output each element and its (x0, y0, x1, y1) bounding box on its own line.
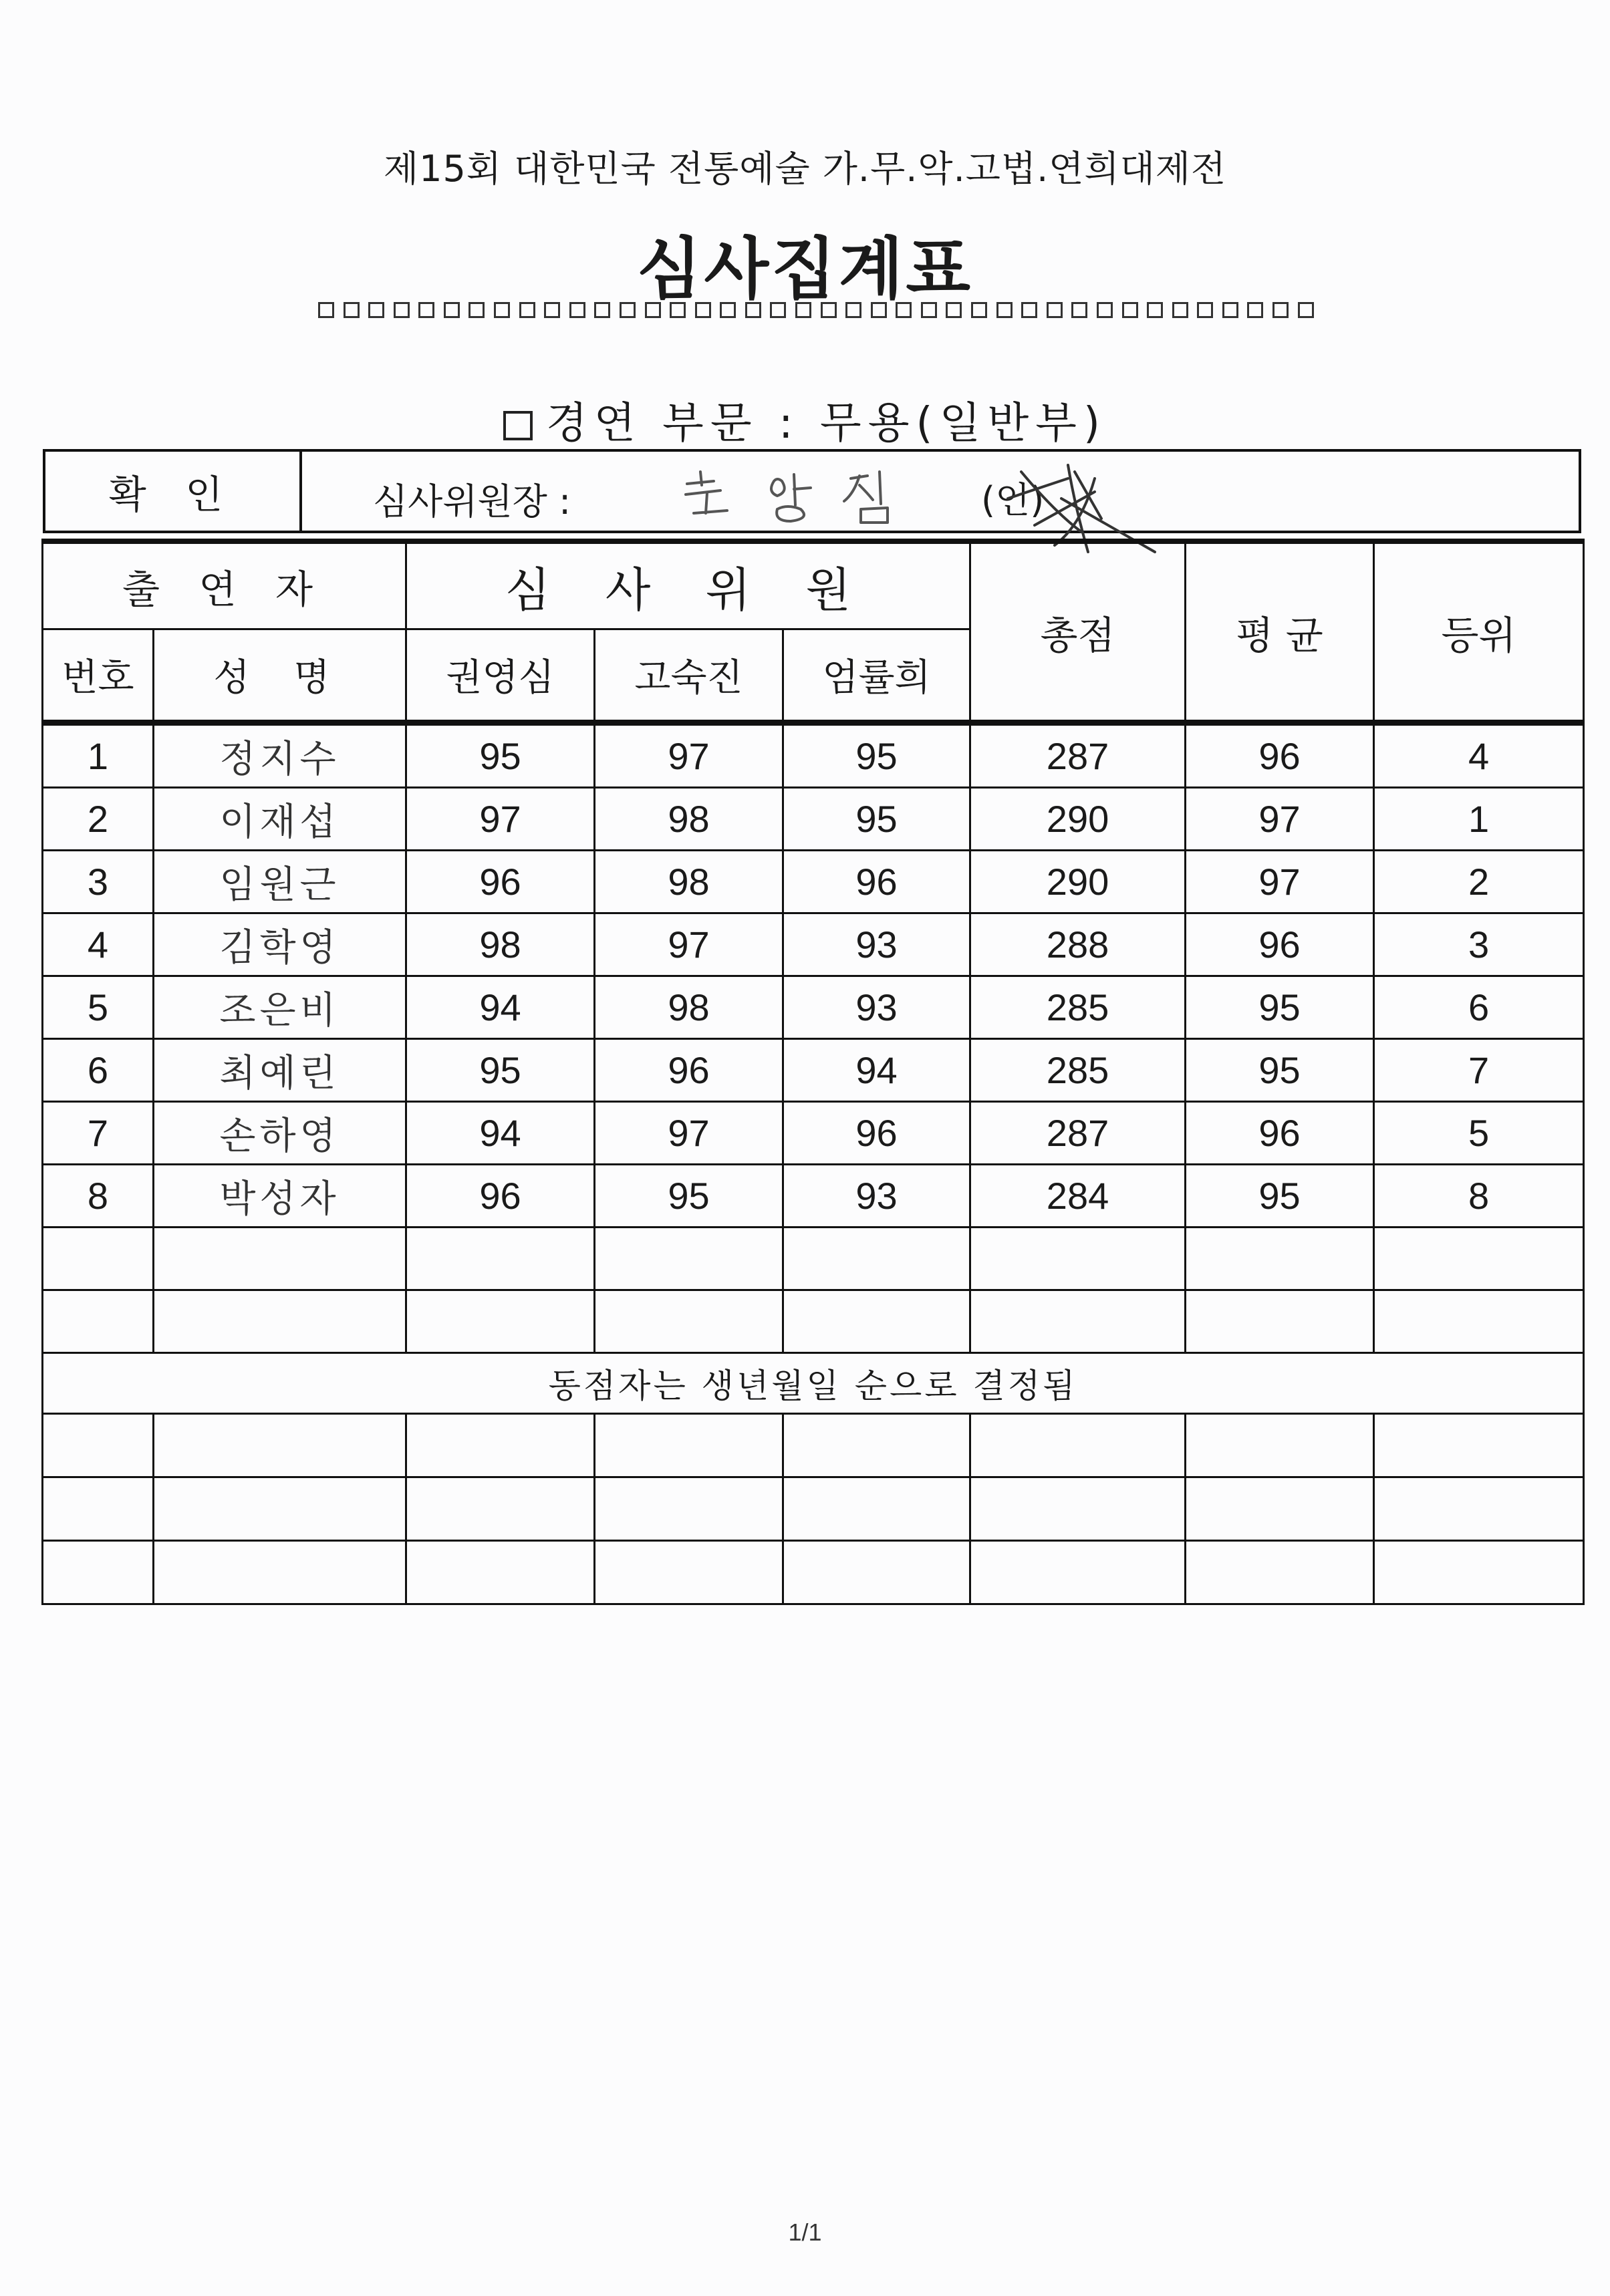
performer-name: 박성자 (154, 1165, 406, 1228)
square-icon (1172, 302, 1188, 318)
seal-label: (인) (981, 479, 1045, 521)
judge-2-score: 97 (595, 1102, 783, 1165)
square-icon (468, 302, 485, 318)
square-icon (871, 302, 887, 318)
average-score: 96 (1186, 723, 1374, 788)
rank: 7 (1374, 1039, 1584, 1102)
square-icon (1047, 302, 1063, 318)
blank-row (43, 1541, 1584, 1604)
performer-name: 최예린 (154, 1039, 406, 1102)
square-icon (318, 302, 334, 318)
average-score: 96 (1186, 1102, 1374, 1165)
judge-1-score: 95 (406, 1039, 595, 1102)
judge-2-score: 96 (595, 1039, 783, 1102)
head-judge-label: 심사위원장 : (373, 480, 571, 523)
square-icon (444, 302, 460, 318)
performer-name: 정지수 (154, 723, 406, 788)
performer-group-header: 출 연 자 (43, 541, 406, 629)
square-icon (519, 302, 535, 318)
judge-3-score: 93 (783, 976, 970, 1039)
performer-name: 김학영 (154, 913, 406, 976)
judge-1-header: 권영심 (406, 629, 595, 723)
square-icon (418, 302, 434, 318)
average-score: 95 (1186, 1165, 1374, 1228)
judge-3-score: 95 (783, 788, 970, 851)
square-icon (569, 302, 585, 318)
document-title: 심사집계표 (637, 230, 973, 308)
rank: 6 (1374, 976, 1584, 1039)
blank-row (43, 1414, 1584, 1477)
row-number: 6 (43, 1039, 154, 1102)
average-score: 97 (1186, 851, 1374, 913)
event-title: 제15회 대한민국 전통예술 가.무.악.고법.연희대제전 (383, 148, 1227, 190)
confirm-label: 확 인 (45, 452, 302, 531)
square-icon (1247, 302, 1263, 318)
score-rows (43, 723, 1584, 1228)
total-score: 284 (970, 1165, 1186, 1228)
square-icon (594, 302, 610, 318)
judge-2-score: 98 (595, 851, 783, 913)
total-score: 287 (970, 723, 1186, 788)
square-icon (1197, 302, 1213, 318)
square-icon (1222, 302, 1238, 318)
judge-1-score: 96 (406, 1165, 595, 1228)
confirmation-box (43, 449, 1581, 533)
square-icon (1097, 302, 1113, 318)
judge-1-score: 97 (406, 788, 595, 851)
square-icon (720, 302, 736, 318)
competition-category (0, 389, 1610, 450)
page-number: 1/1 (788, 2218, 822, 2246)
judge-1-score: 94 (406, 1102, 595, 1165)
judge-2-score: 97 (595, 913, 783, 976)
square-icon (921, 302, 937, 318)
rank: 2 (1374, 851, 1584, 913)
checkbox-square-icon (503, 411, 533, 440)
average-score: 95 (1186, 1039, 1374, 1102)
judge-3-score: 93 (783, 913, 970, 976)
average-score: 95 (1186, 976, 1374, 1039)
square-icon (1298, 302, 1314, 318)
empty-row (43, 1228, 1584, 1290)
performer-name: 손하영 (154, 1102, 406, 1165)
square-icon (845, 302, 861, 318)
score-summary-table (41, 539, 1585, 1605)
judge-2-score: 98 (595, 976, 783, 1039)
row-number: 2 (43, 788, 154, 851)
row-number: 8 (43, 1165, 154, 1228)
square-icon (821, 302, 837, 318)
rank: 4 (1374, 723, 1584, 788)
square-icon (645, 302, 661, 318)
average-score: 96 (1186, 913, 1374, 976)
rank: 1 (1374, 788, 1584, 851)
decorative-square-row (318, 302, 1314, 325)
judge-2-score: 95 (595, 1165, 783, 1228)
head-judge-signature-icon (667, 452, 954, 532)
table-row (43, 976, 1584, 1039)
name-header: 성 명 (154, 629, 406, 723)
category-text: 경연 부문 : 무용(일반부) (546, 399, 1107, 448)
judge-1-score: 96 (406, 851, 595, 913)
row-number: 4 (43, 913, 154, 976)
table-row (43, 1102, 1584, 1165)
square-icon (946, 302, 962, 318)
tie-break-note: 동점자는 생년월일 순으로 결정됨 (43, 1353, 1584, 1414)
judge-3-header: 엄률희 (783, 629, 970, 723)
square-icon (1021, 302, 1037, 318)
performer-name: 조은비 (154, 976, 406, 1039)
row-number: 3 (43, 851, 154, 913)
total-score: 287 (970, 1102, 1186, 1165)
judge-1-score: 94 (406, 976, 595, 1039)
judge-1-score: 98 (406, 913, 595, 976)
rank: 5 (1374, 1102, 1584, 1165)
empty-row (43, 1290, 1584, 1353)
judge-1-score: 95 (406, 723, 595, 788)
square-icon (620, 302, 636, 318)
row-number: 1 (43, 723, 154, 788)
rank: 3 (1374, 913, 1584, 976)
square-icon (896, 302, 912, 318)
square-icon (695, 302, 711, 318)
judge-3-score: 95 (783, 723, 970, 788)
total-score: 290 (970, 788, 1186, 851)
judge-3-score: 94 (783, 1039, 970, 1102)
square-icon (394, 302, 410, 318)
square-icon (544, 302, 560, 318)
square-icon (745, 302, 761, 318)
square-icon (1122, 302, 1138, 318)
average-score: 97 (1186, 788, 1374, 851)
performer-name: 이재섭 (154, 788, 406, 851)
table-row (43, 723, 1584, 788)
square-icon (996, 302, 1013, 318)
row-number: 5 (43, 976, 154, 1039)
judge-2-header: 고숙진 (595, 629, 783, 723)
total-score: 285 (970, 1039, 1186, 1102)
rank-header: 등위 (1374, 541, 1584, 723)
total-score: 285 (970, 976, 1186, 1039)
total-score: 288 (970, 913, 1186, 976)
number-header: 번호 (43, 629, 154, 723)
square-icon (1071, 302, 1087, 318)
square-icon (1147, 302, 1163, 318)
square-icon (971, 302, 987, 318)
square-icon (494, 302, 510, 318)
judge-2-score: 97 (595, 723, 783, 788)
blank-row (43, 1477, 1584, 1541)
table-row (43, 851, 1584, 913)
rank: 8 (1374, 1165, 1584, 1228)
square-icon (795, 302, 811, 318)
total-header: 총점 (970, 541, 1186, 723)
judge-2-score: 98 (595, 788, 783, 851)
judges-group-header: 심 사 위 원 (406, 541, 970, 629)
square-icon (670, 302, 686, 318)
judge-3-score: 96 (783, 1102, 970, 1165)
table-row (43, 788, 1584, 851)
row-number: 7 (43, 1102, 154, 1165)
square-icon (368, 302, 384, 318)
judge-3-score: 93 (783, 1165, 970, 1228)
table-row (43, 1039, 1584, 1102)
average-header: 평 균 (1186, 541, 1374, 723)
square-icon (770, 302, 786, 318)
total-score: 290 (970, 851, 1186, 913)
table-row (43, 1165, 1584, 1228)
performer-name: 임원근 (154, 851, 406, 913)
square-icon (1272, 302, 1289, 318)
square-icon (344, 302, 360, 318)
table-row (43, 913, 1584, 976)
judge-3-score: 96 (783, 851, 970, 913)
